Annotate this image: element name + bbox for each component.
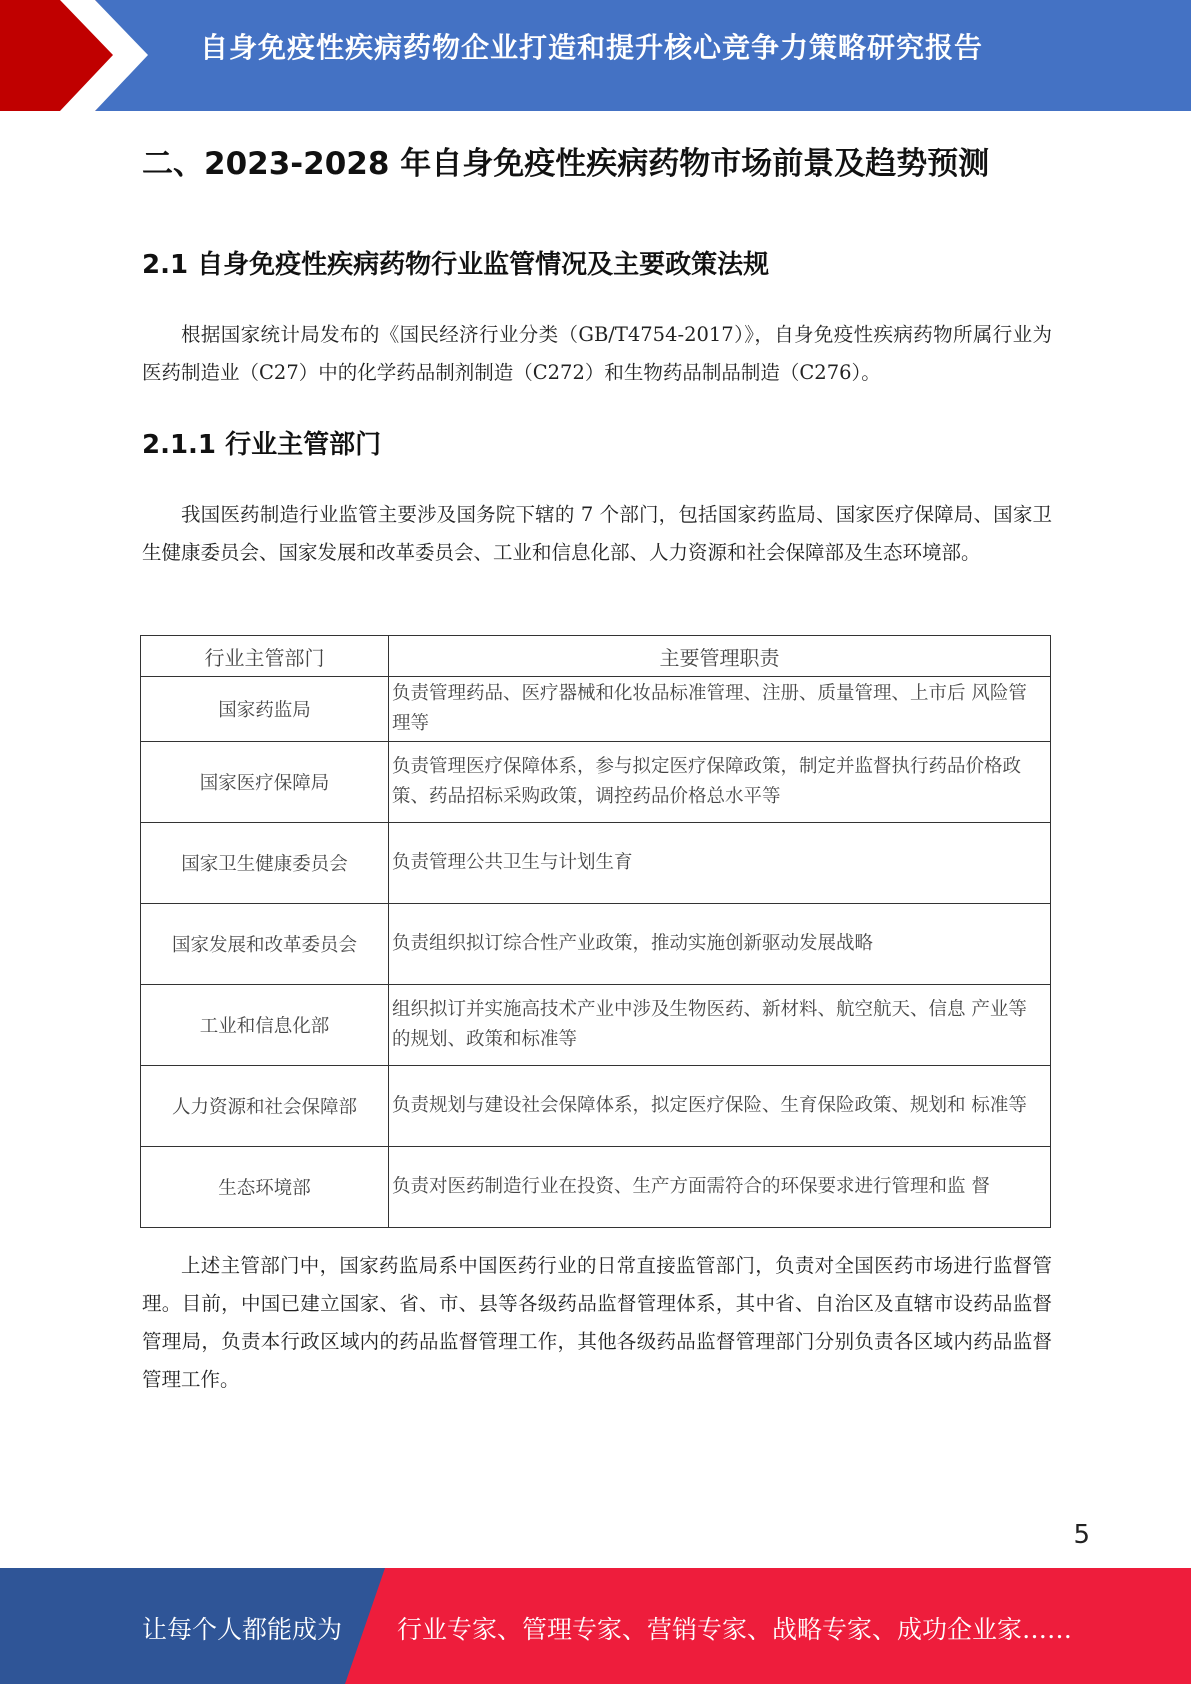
paragraph-regulators: 我国医药制造行业监管主要涉及国务院下辖的 7 个部门，包括国家药监局、国家医疗保障局、国家卫生健康委员会、国家发展和改革委员会、工业和信息化部、人力资源和社会保障部及生态环境部。 bbox=[142, 503, 1052, 564]
header-banner bbox=[0, 0, 1191, 111]
table-row bbox=[141, 823, 1051, 904]
page-number: 5 bbox=[1073, 1520, 1090, 1550]
dept-cell: 生态环境部 bbox=[141, 1147, 389, 1228]
paragraph-industry-classification: 根据国家统计局发布的《国民经济行业分类（GB/T4754-2017）》，自身免疫性疾病药物所属行业为医药制造业（C27）中的化学药品制剂制造（C272）和生物药品制品制造（C276）。 bbox=[142, 323, 1052, 384]
footer-slogan-right: 行业专家、管理专家、营销专家、战略专家、成功企业家…… bbox=[397, 1615, 1073, 1644]
table-row bbox=[141, 1066, 1051, 1147]
table-header-duty: 主要管理职责 bbox=[389, 636, 1051, 677]
table-row bbox=[141, 677, 1051, 742]
duty-cell: 负责组织拟订综合性产业政策，推动实施创新驱动发展战略 bbox=[389, 904, 1051, 985]
subsection-heading: 2.1 自身免疫性疾病药物行业监管情况及主要政策法规 bbox=[142, 250, 770, 280]
duty-cell: 负责规划与建设社会保障体系，拟定医疗保险、生育保险政策、规划和 标准等 bbox=[389, 1066, 1051, 1147]
table-row bbox=[141, 904, 1051, 985]
header-title: 自身免疫性疾病药物企业打造和提升核心竞争力策略研究报告 bbox=[200, 31, 984, 64]
dept-cell: 人力资源和社会保障部 bbox=[141, 1066, 389, 1147]
duty-cell: 负责对医药制造行业在投资、生产方面需符合的环保要求进行管理和监 督 bbox=[389, 1147, 1051, 1228]
dept-cell: 国家药监局 bbox=[141, 677, 389, 742]
dept-cell: 国家卫生健康委员会 bbox=[141, 823, 389, 904]
duty-cell: 负责管理公共卫生与计划生育 bbox=[389, 823, 1051, 904]
dept-cell: 国家发展和改革委员会 bbox=[141, 904, 389, 985]
regulator-table bbox=[140, 635, 1051, 1228]
table-row bbox=[141, 985, 1051, 1066]
table-row bbox=[141, 1147, 1051, 1228]
dept-cell: 国家医疗保障局 bbox=[141, 742, 389, 823]
section-heading: 二、2023-2028 年自身免疫性疾病药物市场前景及趋势预测 bbox=[142, 146, 990, 182]
duty-cell: 负责管理医疗保障体系，参与拟定医疗保障政策，制定并监督执行药品价格政策、药品招标采购政策，调控药品价格总水平等 bbox=[389, 742, 1051, 823]
dept-cell: 工业和信息化部 bbox=[141, 985, 389, 1066]
footer-slogan-left: 让每个人都能成为 bbox=[142, 1615, 343, 1644]
duty-cell: 负责管理药品、医疗器械和化妆品标准管理、注册、质量管理、上市后 风险管理等 bbox=[389, 677, 1051, 742]
subsubsection-heading: 2.1.1 行业主管部门 bbox=[142, 430, 382, 460]
table-header-row bbox=[141, 636, 1051, 677]
duty-cell: 组织拟订并实施高技术产业中涉及生物医药、新材料、航空航天、信息 产业等的规划、政策和标准等 bbox=[389, 985, 1051, 1066]
paragraph-nmpa-supervision: 上述主管部门中，国家药监局系中国医药行业的日常直接监管部门，负责对全国医药市场进行监督管理。目前，中国已建立国家、省、市、县等各级药品监督管理体系，其中省、自治区及直辖市设药品监督管理局，负责本行政区域内的药品监督管理工作，其他各级药品监督管理部门分别负责各区域内药品监督管理工作。 bbox=[142, 1254, 1052, 1391]
table-row bbox=[141, 742, 1051, 823]
footer-banner bbox=[0, 1568, 1191, 1684]
table-header-dept: 行业主管部门 bbox=[141, 636, 389, 677]
